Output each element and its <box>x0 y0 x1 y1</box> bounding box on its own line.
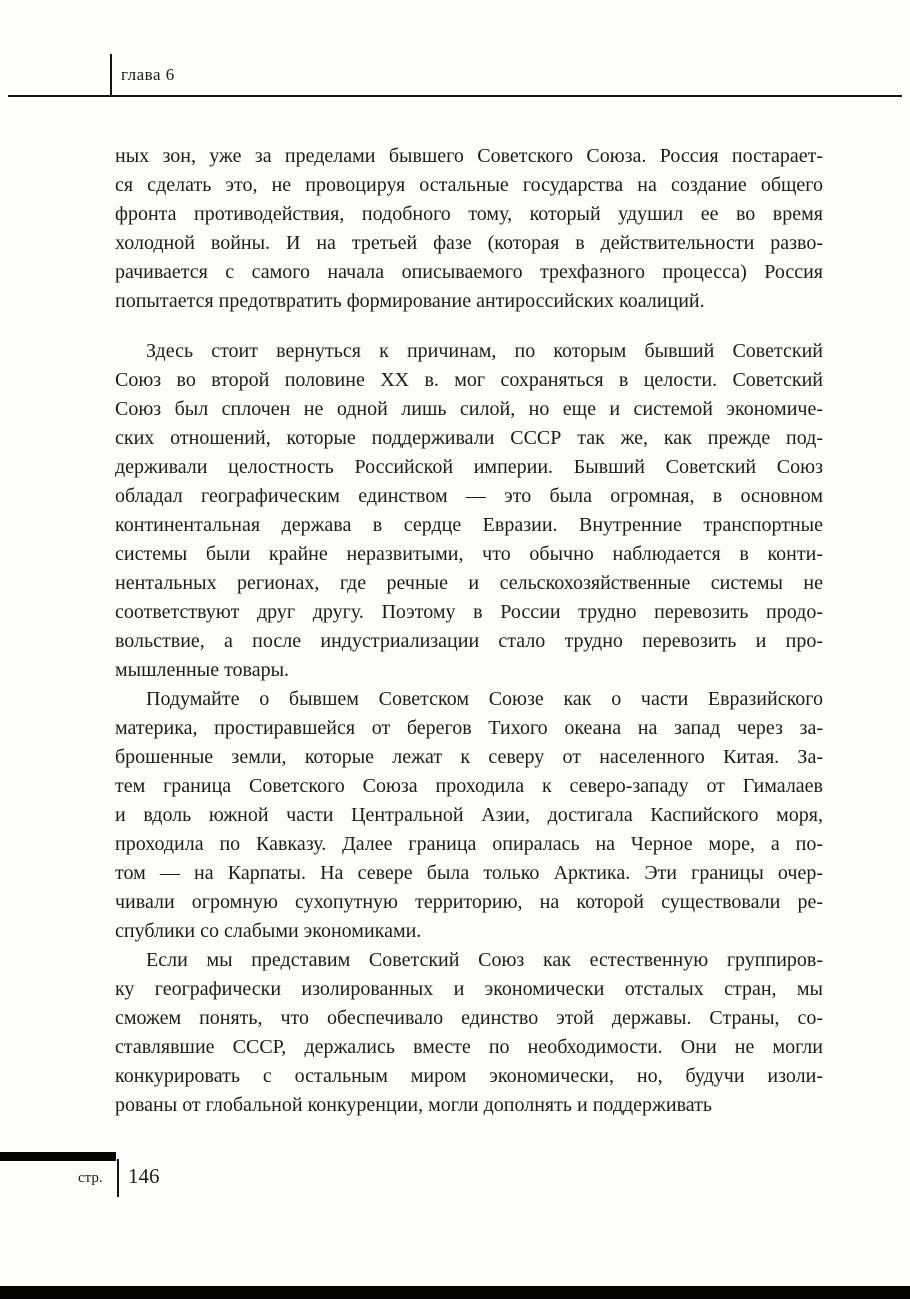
chapter-label: глава 6 <box>121 65 175 84</box>
text-line: Союз был сплочен не одной лишь силой, но еще и системой экономиче- <box>115 398 823 420</box>
text-line: соответствуют друг другу. Поэтому в России трудно перевозить продо- <box>115 601 823 623</box>
header-vertical-rule <box>110 54 112 95</box>
text-line: рачивается с самого начала описываемого трехфазного процесса) Россия <box>115 261 823 283</box>
text-line: мышленные товары. <box>115 659 290 681</box>
text-line: фронта противодействия, подобного тому, который удушил ее во время <box>115 203 823 225</box>
page-body <box>115 142 823 1120</box>
paragraph <box>115 337 823 685</box>
bottom-scan-bar <box>0 1286 910 1299</box>
text-line: нентальных регионах, где речные и сельскохозяйственные системы не <box>115 572 823 594</box>
text-line: континентальная держава в сердце Евразии. Внутренние транспортные <box>115 514 823 536</box>
text-line: обладал географическим единством — это была огромная, в основном <box>115 485 823 507</box>
text-line: Если мы представим Советский Союз как естественную группиров- <box>146 949 823 971</box>
text-line: ся сделать это, не провоцируя остальные государства на создание общего <box>115 174 823 196</box>
text-line: держивали целостность Российской империи. Бывший Советский Союз <box>115 456 823 478</box>
page-number: 146 <box>128 1164 160 1188</box>
text-line: холодной войны. И на третьей фазе (которая в действительности разво- <box>115 232 823 254</box>
text-line: спублики со слабыми экономиками. <box>115 920 422 942</box>
text-line: Подумайте о бывшем Советском Союзе как о части Евразийского <box>146 688 823 710</box>
text-line: попытается предотвратить формирование антироссийских коалиций. <box>115 290 705 312</box>
text-line: том — на Карпаты. На севере была только Арктика. Эти границы очер- <box>115 862 823 884</box>
text-line: чивали огромную сухопутную территорию, на которой существовали ре- <box>115 891 823 913</box>
text-line: и вдоль южной части Центральной Азии, достигала Каспийского моря, <box>115 804 823 826</box>
text-line: ских отношений, которые поддерживали СССР так же, как прежде под- <box>115 427 823 449</box>
text-line: вольствие, а после индустриализации стало трудно перевозить и про- <box>115 630 823 652</box>
text-line: проходила по Кавказу. Далее граница опиралась на Черное море, а по- <box>115 833 823 855</box>
text-line: Союз во второй половине XX в. мог сохраняться в целости. Советский <box>115 369 823 391</box>
text-line: материка, простиравшейся от берегов Тихого океана на запад через за- <box>115 717 823 739</box>
footer-black-bar <box>0 1152 116 1161</box>
paragraph <box>115 142 823 316</box>
text-line: ставлявшие СССР, держались вместе по необходимости. Они не могли <box>115 1036 823 1058</box>
page-label: стр. <box>78 1170 103 1186</box>
text-line: тем граница Советского Союза проходила к северо-западу от Гималаев <box>115 775 823 797</box>
paragraph <box>115 946 823 1120</box>
text-line: системы были крайне неразвитыми, что обычно наблюдается в конти- <box>115 543 823 565</box>
paragraph <box>115 685 823 946</box>
text-line: Здесь стоит вернуться к причинам, по которым бывший Советский <box>146 340 823 362</box>
text-line: конкурировать с остальным миром экономически, но, будучи изоли- <box>115 1065 823 1087</box>
text-line: брошенные земли, которые лежат к северу от населенного Китая. За- <box>115 746 823 768</box>
text-line: сможем понять, что обеспечивало единство этой державы. Страны, со- <box>115 1007 823 1029</box>
text-line: рованы от глобальной конкуренции, могли дополнять и поддерживать <box>115 1094 712 1116</box>
text-line: ку географически изолированных и экономически отсталых стран, мы <box>115 978 823 1000</box>
header-horizontal-rule <box>8 95 902 97</box>
text-line: ных зон, уже за пределами бывшего Советского Союза. Россия постарает- <box>115 145 823 167</box>
footer-vertical-rule <box>117 1159 119 1197</box>
